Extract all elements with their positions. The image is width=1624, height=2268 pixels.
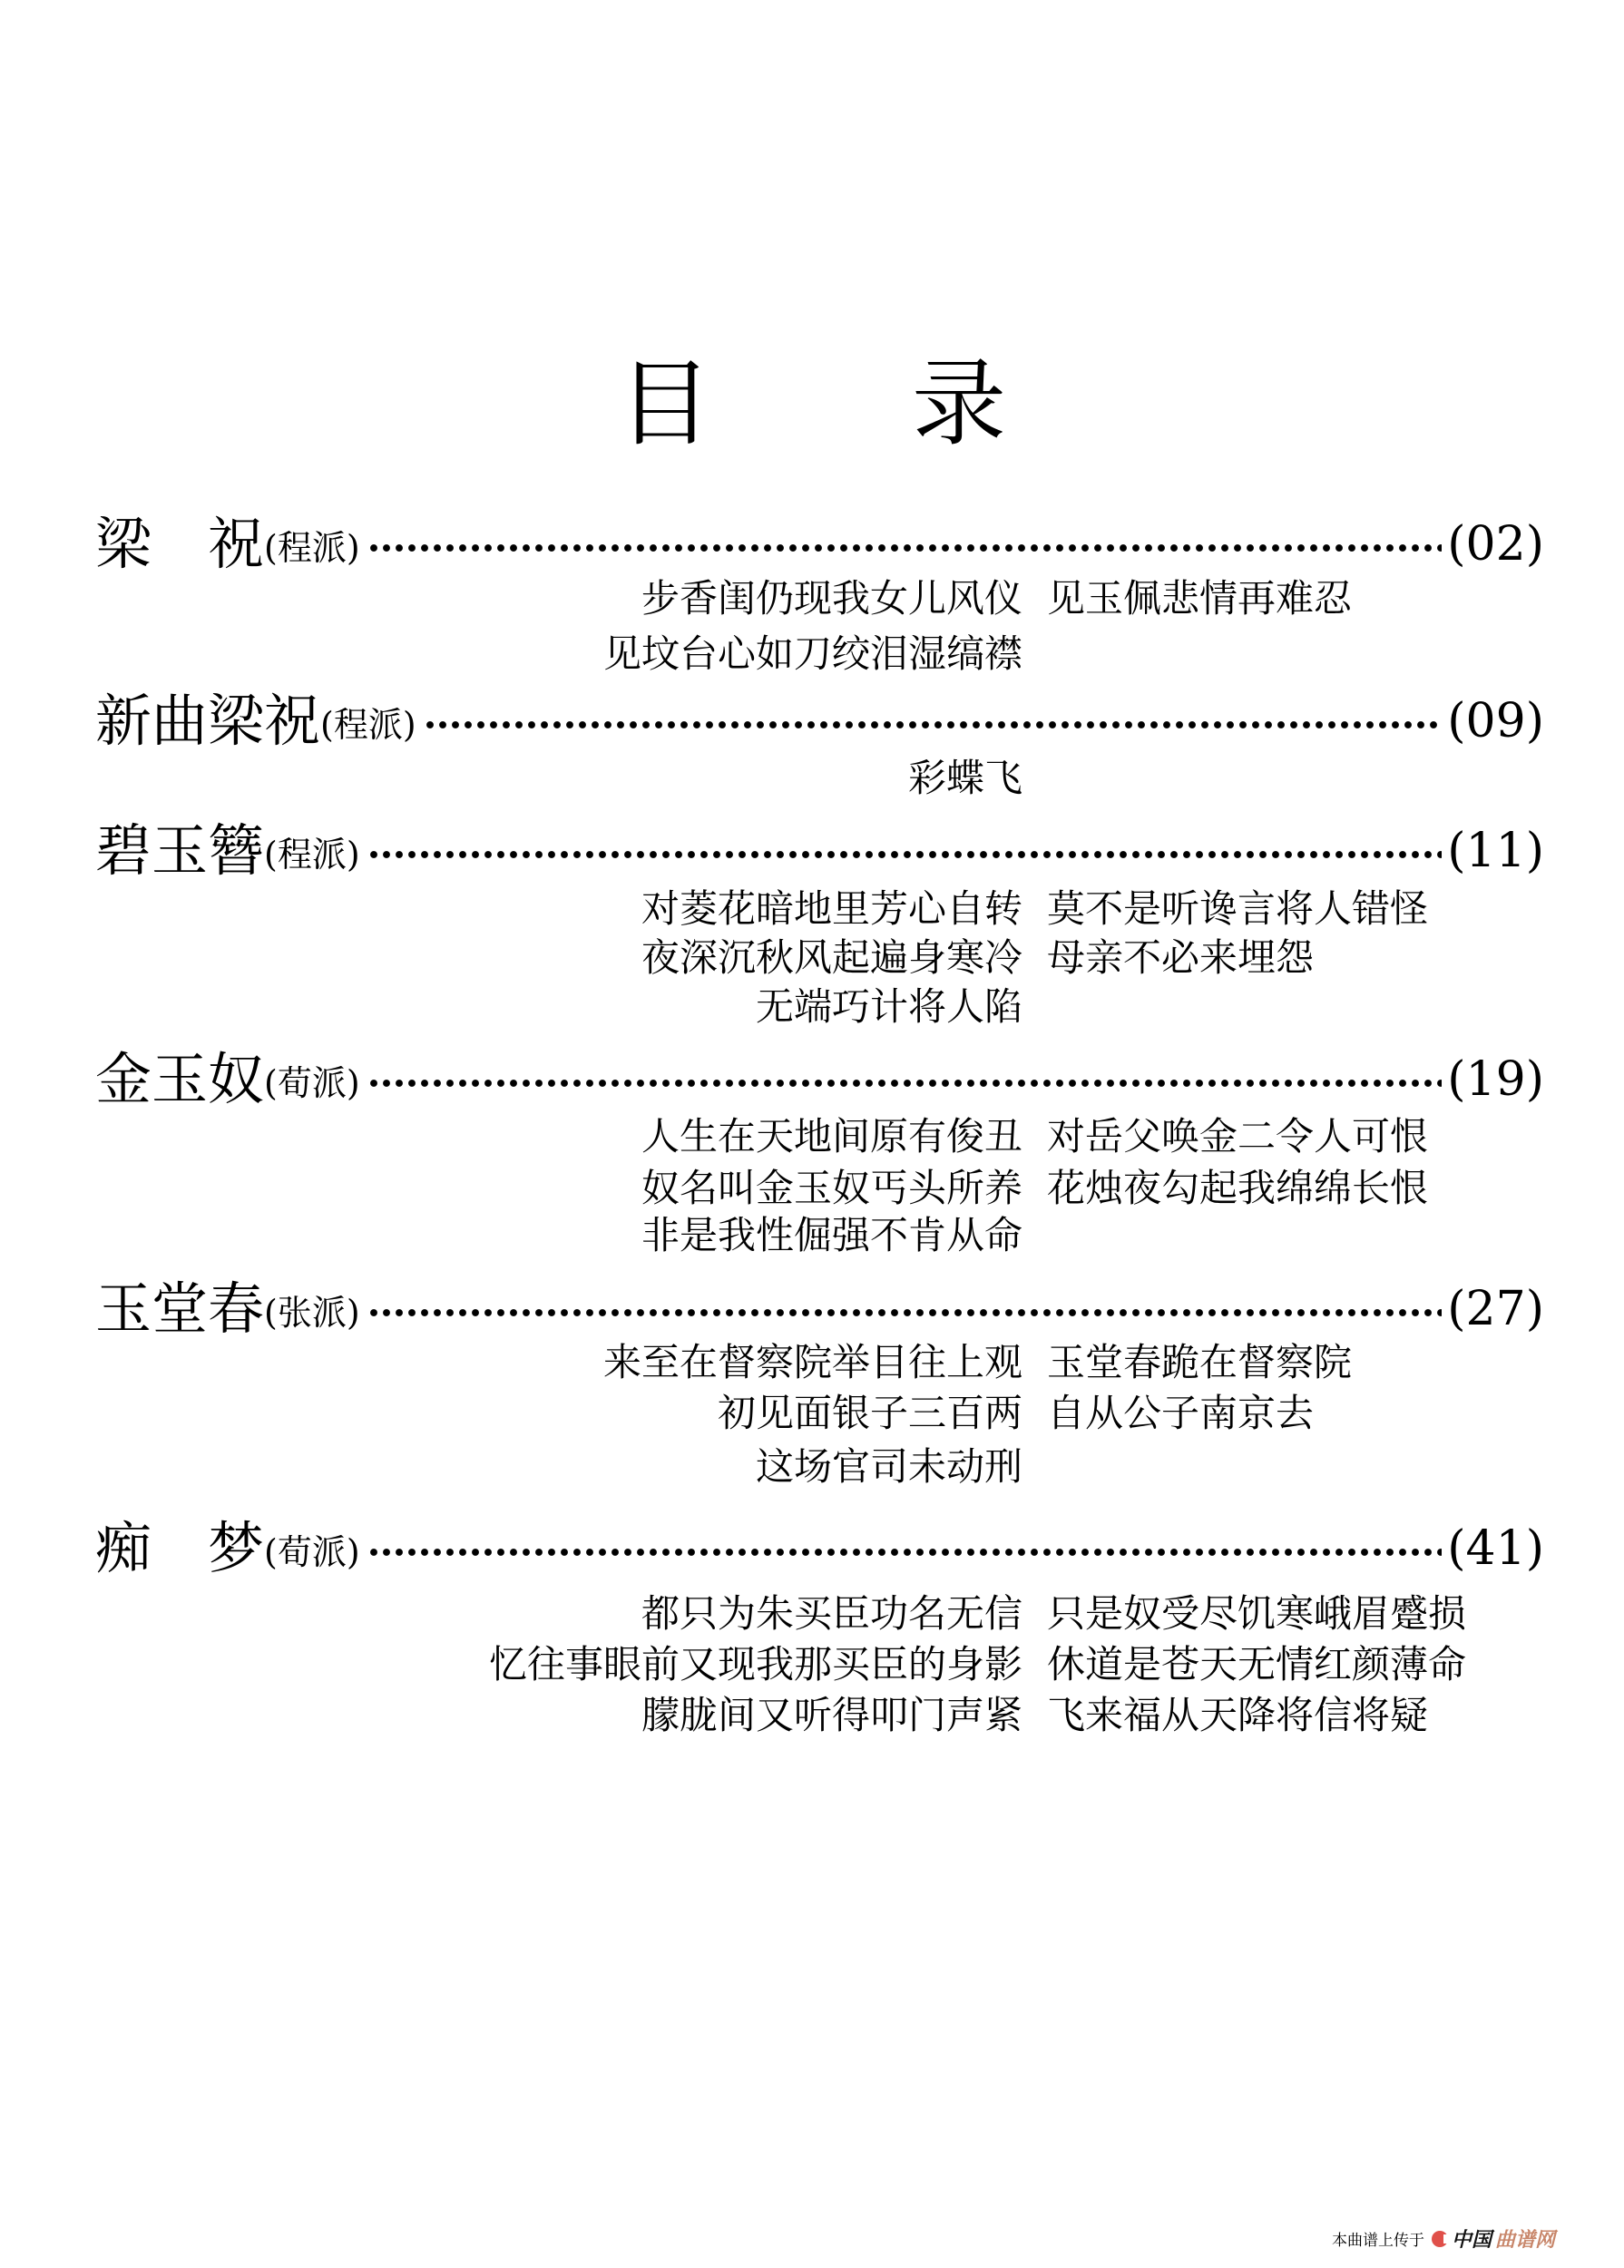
aria-title: 来至在督察院举目往上观	[602, 1340, 1022, 1384]
logo-icon	[1432, 2231, 1448, 2247]
aria-title: 夜深沉秋风起遍身寒冷	[641, 935, 1022, 980]
logo-text-cn: 中国	[1452, 2228, 1492, 2252]
entry-page: (09)	[1447, 694, 1544, 748]
dot-leader	[367, 1077, 1443, 1090]
entry-title: 碧玉簪	[95, 817, 265, 884]
dot-leader	[367, 542, 1443, 554]
aria-title: 朦胧间又听得叩门声紧	[641, 1693, 1022, 1737]
entry-title: 梁 祝	[95, 511, 265, 577]
aria-title: 花烛夜勾起我绵绵长恨	[1047, 1166, 1429, 1210]
entry-title: 痴 梦	[95, 1515, 265, 1581]
aria-title: 见玉佩悲情再难忍	[1047, 576, 1353, 621]
aria-title: 莫不是听谗言将人错怪	[1047, 886, 1429, 931]
entry-page: (11)	[1447, 824, 1544, 878]
toc-entry[interactable]	[95, 815, 1544, 887]
dot-leader	[367, 1546, 1443, 1559]
entry-page: (19)	[1447, 1052, 1544, 1107]
footer-watermark	[1332, 2224, 1555, 2253]
entry-title: 新曲梁祝	[95, 688, 321, 754]
toc-entry[interactable]	[95, 1273, 1544, 1345]
aria-title: 彩蝶飞	[907, 756, 1022, 800]
aria-title: 步香闺仍现我女儿风仪	[641, 576, 1022, 621]
aria-title: 见坟台心如刀绞泪湿缟襟	[602, 631, 1022, 676]
aria-title: 对菱花暗地里芳心自转	[641, 886, 1022, 931]
site-logo[interactable]	[1432, 2224, 1555, 2253]
entry-school: (程派)	[264, 835, 360, 875]
dot-leader	[367, 848, 1443, 861]
toc-entry[interactable]	[95, 685, 1544, 758]
page-title	[0, 349, 1624, 458]
aria-title: 人生在天地间原有俊丑	[641, 1114, 1022, 1158]
aria-title: 对岳父唤金二令人可恨	[1047, 1114, 1429, 1158]
aria-title: 玉堂春跪在督察院	[1047, 1340, 1353, 1384]
aria-title: 非是我性倔强不肯从命	[641, 1213, 1022, 1257]
entry-page: (02)	[1447, 517, 1544, 572]
aria-title: 奴名叫金玉奴丐头所养	[641, 1166, 1022, 1210]
aria-title: 都只为朱买臣功名无信	[641, 1591, 1022, 1636]
entry-page: (41)	[1447, 1521, 1544, 1576]
aria-title: 自从公子南京去	[1047, 1391, 1315, 1435]
aria-title: 忆往事眼前又现我那买臣的身影	[488, 1642, 1022, 1686]
aria-title: 休道是苍天无情红颜薄命	[1047, 1642, 1467, 1686]
footer-text: 本曲谱上传于	[1332, 2232, 1424, 2250]
dot-leader	[424, 719, 1443, 731]
entry-page: (27)	[1447, 1282, 1544, 1336]
entry-school: (程派)	[320, 705, 416, 745]
entry-title: 金玉奴	[95, 1046, 265, 1112]
toc-entry[interactable]	[95, 1043, 1544, 1116]
aria-title: 母亲不必来埋怨	[1047, 935, 1315, 980]
aria-title: 无端巧计将人陷	[755, 984, 1022, 1029]
dot-leader	[367, 1306, 1443, 1319]
aria-title: 只是奴受尽饥寒峨眉蹙损	[1047, 1591, 1467, 1636]
entry-school: (荀派)	[264, 1063, 360, 1103]
entry-school: (荀派)	[264, 1532, 360, 1572]
title-char: 录	[912, 348, 1007, 459]
entry-school: (程派)	[264, 528, 360, 568]
title-char: 目	[617, 348, 712, 459]
entry-title: 玉堂春	[95, 1276, 265, 1342]
logo-text-qp: 曲谱网	[1495, 2228, 1556, 2252]
aria-title: 这场官司未动刑	[755, 1444, 1022, 1489]
aria-title: 初见面银子三百两	[717, 1391, 1022, 1435]
entry-school: (张派)	[264, 1293, 360, 1333]
toc-entry[interactable]	[95, 508, 1544, 581]
toc-entry[interactable]	[95, 1512, 1544, 1585]
aria-title: 飞来福从天降将信将疑	[1047, 1693, 1429, 1737]
